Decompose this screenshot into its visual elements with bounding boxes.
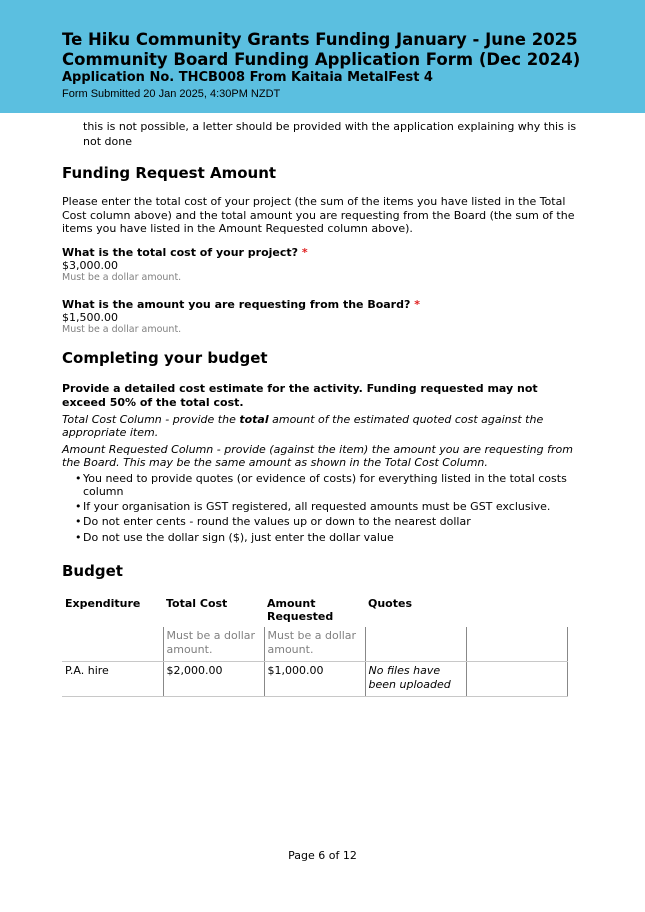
table-cell — [365, 627, 466, 662]
list-item: • Do not enter cents - round the values up or down to the nearest dollar — [78, 515, 582, 529]
list-item: • You need to provide quotes (or evidence of costs) for everything listed in the total costs column — [78, 472, 582, 499]
application-number: Application No. THCB008 From Kaitaia MetalFest 4 — [62, 70, 433, 85]
requested-amount-answer: $1,500.00 — [62, 310, 118, 324]
column-header: Expenditure — [65, 597, 141, 610]
form-title-line1: Te Hiku Community Grants Funding January - June 2025 — [62, 30, 578, 49]
table-cell: P.A. hire — [62, 662, 163, 697]
total-cost-answer: $3,000.00 — [62, 258, 118, 272]
budget-heading: Budget — [62, 562, 123, 580]
page-number: Page 6 of 12 — [288, 849, 357, 862]
table-header-row — [62, 597, 567, 627]
column-header: Amount Requested — [267, 597, 334, 623]
funding-intro: Please enter the total cost of your project (the sum of the items you have listed in the Total Cost column above) and the total amount you are requesting from the Board (the sum of the items you have listed in the Amount Requested column above). — [62, 195, 575, 235]
total-cost-question — [62, 246, 582, 284]
note-text: Total Cost Column - provide the — [62, 412, 240, 426]
table-hint-row — [62, 627, 567, 662]
budget-rules-list — [62, 472, 582, 545]
required-marker: * — [414, 297, 420, 311]
total-cost-label: What is the total cost of your project? — [62, 245, 299, 259]
table-cell: No files have been uploaded — [365, 662, 466, 697]
continued-paragraph: this is not possible, a letter should be provided with the application explaining why this is not done — [83, 120, 577, 148]
requested-amount-question — [62, 298, 582, 336]
list-item: • Do not use the dollar sign ($), just enter the dollar value — [78, 531, 582, 545]
question-label — [62, 246, 582, 259]
table-cell-hint: Must be a dollar amount. — [163, 627, 264, 662]
amount-requested-column-note: Amount Requested Column - provide (against the item) the amount you are requesting from the Board. This may be the same amount as shown in the Total Cost Column. — [62, 442, 573, 469]
submission-timestamp: Form Submitted 20 Jan 2025, 4:30PM NZDT — [62, 88, 281, 100]
note-emphasis: total — [239, 412, 269, 426]
cost-estimate-instruction: Provide a detailed cost estimate for the activity. Funding requested may not exceed 50% of the total cost. — [62, 381, 538, 409]
table-cell: $1,000.00 — [264, 662, 365, 697]
table-cell: $2,000.00 — [163, 662, 264, 697]
table-cell — [62, 627, 163, 662]
requested-amount-label: What is the amount you are requesting from the Board? — [62, 297, 411, 311]
form-header — [0, 0, 645, 113]
funding-heading: Funding Request Amount — [62, 164, 277, 182]
required-marker: * — [301, 245, 308, 259]
budget-table — [62, 597, 568, 697]
table-cell — [466, 627, 567, 662]
list-item: • If your organisation is GST registered, all requested amounts must be GST exclusive. — [78, 500, 582, 514]
column-header — [466, 597, 567, 627]
form-title-line2: Community Board Funding Application Form (Dec 2024) — [62, 50, 581, 69]
requested-amount-hint: Must be a dollar amount. — [62, 323, 182, 335]
table-cell-hint: Must be a dollar amount. — [264, 627, 365, 662]
total-cost-hint: Must be a dollar amount. — [62, 271, 182, 283]
column-header: Quotes — [368, 597, 413, 610]
table-row — [62, 662, 567, 697]
column-header: Total Cost — [166, 597, 228, 610]
question-label — [62, 298, 582, 311]
completing-budget-heading: Completing your budget — [62, 348, 268, 367]
total-cost-column-note — [62, 413, 582, 440]
page-content — [62, 120, 582, 697]
note-text: amount of the estimated quoted cost against the appropriate item. — [62, 412, 544, 439]
table-cell — [466, 662, 567, 697]
